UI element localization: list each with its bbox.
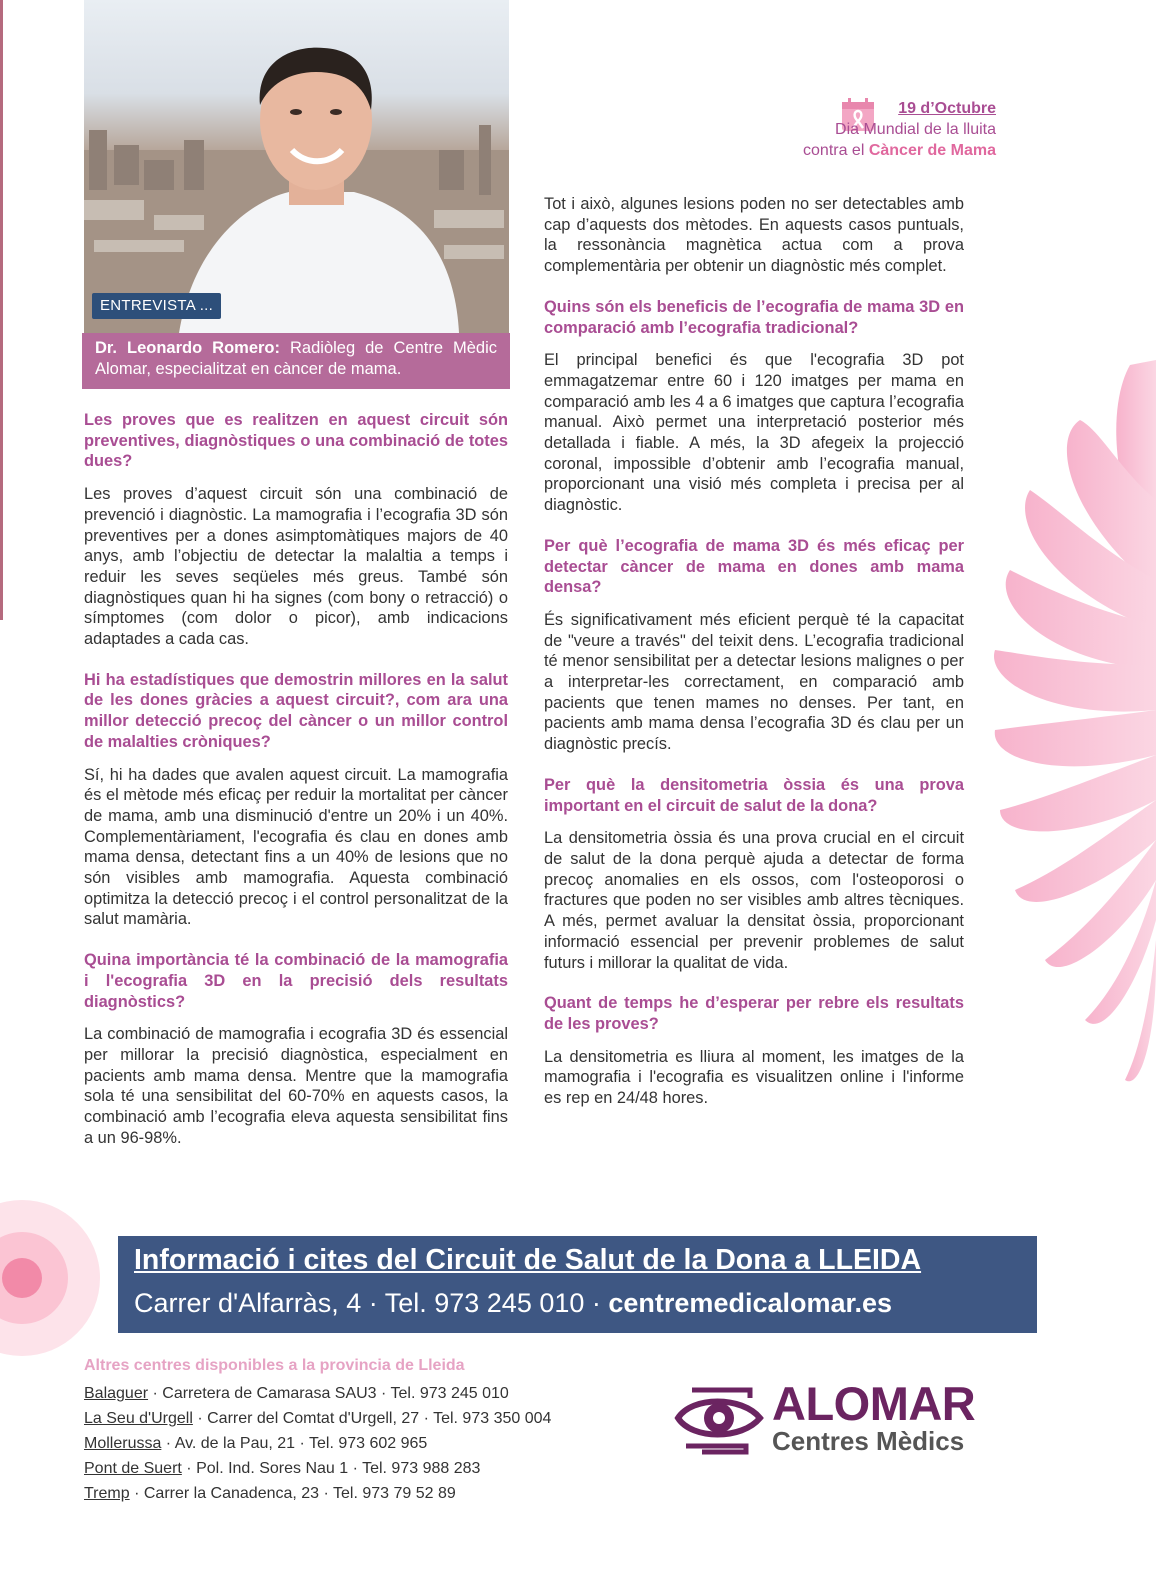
question-3: Quina importància té la combinació de la mamografia i l'ecografia 3D en la precisió dels resultats diagnòstics? bbox=[84, 951, 508, 1011]
event-line2-prefix: contra el bbox=[803, 142, 869, 159]
doctor-photo bbox=[84, 0, 509, 333]
question-2: Hi ha estadístiques que demostrin millores en la salut de les dones gràcies a aquest circuit?, com ara una millor detecció precoç del càncer o un millor control de malalties cròniques? bbox=[84, 670, 508, 751]
centre-item bbox=[84, 1381, 551, 1406]
banner-address: Carrer d'Alfarràs, 4 · Tel. 973 245 010 · bbox=[134, 1288, 609, 1318]
answer-6: La densitometria òssia és una prova crucial en el circuit de salut de la dona perquè ajuda a detectar de forma precoç anomalies en els ossos, com l'osteoporosi o fractures que poden no ser visibles amb altres tècniques. A més, permet avaluar la densitat òssia, proporcionant informació essencial per prevenir problemes de salut futurs i millorar la qualitat de vida. bbox=[544, 829, 964, 972]
info-banner bbox=[118, 1236, 1037, 1333]
centre-item bbox=[84, 1431, 551, 1456]
centre-city-link[interactable]: Mollerussa bbox=[84, 1435, 162, 1452]
centre-details: · Pol. Ind. Sores Nau 1 · Tel. 973 988 283 bbox=[181, 1460, 481, 1477]
intro-paragraph: Tot i això, algunes lesions poden no ser detectables amb cap d’aquests dos mètodes. En aquests casos puntuals, la ressonància magnètica actua com a prova complementària per obtenir un diagnòstic més complet. bbox=[544, 195, 964, 276]
answer-1: Les proves d’aquest circuit són una combinació de prevenció i diagnòstic. La mamografia i l’ecografia 3D són preventives per a dones asimptomàtiques majors de 40 anys, amb l’objectiu de detectar la malaltia a temps i reduir les seves seqüeles més greus. També són diagnòstiques quan hi ha signes (com bony o retracció) o símptomes (com dolor o picor), amb indicacions adaptades a cada cas. bbox=[84, 485, 508, 649]
centre-city-link[interactable]: Pont de Suert bbox=[84, 1460, 182, 1477]
centre-city-link[interactable]: Tremp bbox=[84, 1485, 130, 1502]
other-centres-title: Altres centres disponibles a la provincia de Lleida bbox=[84, 1357, 465, 1374]
event-date-block bbox=[803, 98, 996, 161]
question-5: Per què l’ecografia de mama 3D és més eficaç per detectar càncer de mama en dones amb mama densa? bbox=[544, 536, 964, 597]
answer-2: Sí, hi ha dades que avalen aquest circuit. La mamografia és el mètode més eficaç per reduir la mortalitat per càncer de mama, amb una disminució d'entre un 20% i un 40%. Complementàriament, l'ecografia és clau en dones amb mama densa, detectant fins a un 40% de lesions que no són visibles amb mamografia. Aquesta combinació optimitza la detecció precoç i el control personalitzat de la salut mamària. bbox=[84, 765, 508, 929]
centre-city-link[interactable]: Balaguer bbox=[84, 1385, 149, 1402]
flower-decoration-left bbox=[0, 1200, 110, 1360]
centre-details: · Av. de la Pau, 21 · Tel. 973 602 965 bbox=[161, 1435, 428, 1452]
logo-name: ALOMAR bbox=[772, 1377, 976, 1430]
banner-website-link[interactable]: centremedicalomar.es bbox=[608, 1288, 893, 1318]
event-line1: Dia Mundial de la lluita bbox=[835, 121, 996, 138]
question-7: Quant de temps he d’esperar per rebre els resultats de les proves? bbox=[544, 994, 964, 1033]
doctor-role: Radiòleg de Centre Mèdic Alomar, especialitzat en càncer de mama. bbox=[95, 339, 498, 378]
logo-subtitle: Centres Mèdics bbox=[772, 1426, 965, 1456]
centre-city-link[interactable]: La Seu d'Urgell bbox=[84, 1410, 193, 1427]
centre-item bbox=[84, 1481, 551, 1506]
other-centres-list bbox=[84, 1381, 551, 1506]
left-edge-line bbox=[0, 0, 3, 620]
interview-tag: ENTREVISTA ... bbox=[92, 293, 221, 319]
banner-title-link[interactable]: Informació i cites del Circuit de Salut de la Dona a LLEIDA bbox=[134, 1244, 922, 1276]
right-column bbox=[544, 194, 964, 1129]
doctor-name: Dr. Leonardo Romero: bbox=[95, 339, 281, 357]
centre-details: · Carretera de Camarasa SAU3 · Tel. 973 245 010 bbox=[148, 1385, 509, 1402]
answer-5: És significativament més eficient perquè té la capacitat de "veure a través" del teixit dens. L’ecografia tradicional té menor sensibilitat per a detectar lesions malignes o per a interpretar-les correctament, en comparació amb pacients que tenen mames no denses. Per tant, en pacients amb mama densa l’ecografia 3D és clau per un diagnòstic precís. bbox=[544, 610, 964, 754]
centre-item bbox=[84, 1406, 551, 1431]
centre-item bbox=[84, 1456, 551, 1481]
answer-7: La densitometria es lliura al moment, les imatges de la mamografia i l'ecografia es visualitzen online i l'informe es rep en 24/48 hores. bbox=[544, 1047, 964, 1108]
question-6: Per què la densitometria òssia és una prova important en el circuit de salut de la dona? bbox=[544, 775, 964, 815]
doctor-caption bbox=[82, 333, 510, 389]
alomar-logo bbox=[672, 1378, 1002, 1458]
flower-decoration bbox=[990, 360, 1156, 1120]
event-highlight: Càncer de Mama bbox=[868, 142, 996, 159]
eye-logo-icon bbox=[672, 1378, 764, 1458]
question-4: Quins són els beneficis de l’ecografia de mama 3D en comparació amb l’ecografia tradicional? bbox=[544, 297, 964, 337]
answer-3: La combinació de mamografia i ecografia 3D és essencial per millorar la precisió diagnòstica, especialment en pacients amb mama densa. Mentre que la mamografia sola té una sensibilitat del 60-70% en aquests casos, la combinació amb l’ecografia eleva aquesta sensibilitat fins a un 96-98%. bbox=[84, 1025, 508, 1147]
answer-4: El principal benefici és que l'ecografia 3D pot emmagatzemar entre 60 i 120 imatges per mama en comparació amb les 4 a 6 imatges que captura l’ecografia manual. Això permet una interpretació posterior més detallada i fiable. A més, la 3D afegeix la projecció coronal, impossible d’obtenir amb l’ecografia manual, proporcionant una visió més completa i precisa per al diagnòstic. bbox=[544, 351, 965, 515]
left-column bbox=[84, 410, 508, 1169]
event-line2 bbox=[803, 140, 996, 161]
centre-details: · Carrer del Comtat d'Urgell, 27 · Tel. 973 350 004 bbox=[192, 1410, 552, 1427]
banner-contact bbox=[134, 1288, 892, 1319]
event-date: 19 d’Octubre bbox=[898, 100, 996, 117]
question-1: Les proves que es realitzen en aquest circuit són preventives, diagnòstiques o una combinació de totes dues? bbox=[84, 411, 508, 471]
centre-details: · Carrer la Canadenca, 23 · Tel. 973 79 52 89 bbox=[129, 1485, 456, 1502]
